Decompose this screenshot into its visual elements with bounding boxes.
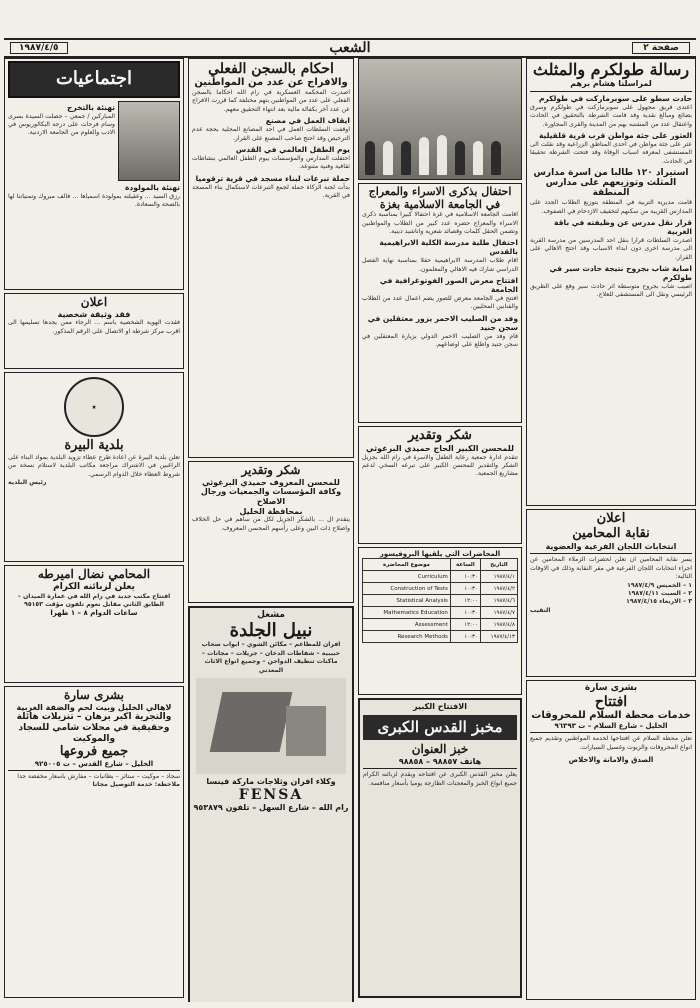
workshop-ad (188, 606, 354, 1002)
lost-id-notice (4, 293, 184, 369)
photo-figure (383, 141, 393, 175)
article-byline: لمراسلنا هشام برهم (570, 79, 652, 89)
subheading: ايقاف العمل في مصنع (265, 116, 350, 126)
table-cell: Construction of Tests (363, 583, 451, 595)
carpet-shop-ad (4, 686, 184, 998)
article-body: اعتدى فريق مجهول على سوبرماركت في طولكرم وسرق بضائع ومبالغ نقدية وقد قامت الشرطة بالتحقيق في الحادث واعتقال عدد من المشتبه بهم من المدينة والقرى المجاورة. (530, 103, 692, 128)
ad-details: سجاد – موكيت – ستائر – بطانيات – مفارش باسعار مخفضة جدا (17, 773, 180, 781)
fuel-station-ad (526, 680, 696, 1000)
subheading: احتفال طلبة مدرسة الكلية الابراهيمية بالقدس (379, 238, 518, 257)
ad-location: الخليل – شارع القدس – ت ٩٢٥٠٠٥ (34, 759, 154, 768)
notice-issuer: بلدية البيرة (64, 438, 124, 453)
machine-shape (286, 706, 326, 756)
article-body: عثر على جثة مواطن في احدى المناطق الزراعية وقد نقلت الى المستشفى لمعرفة اسباب الوفاة وقد فتحت الشرطة تحقيقا في الحادث. (530, 141, 692, 165)
lawyers-union-notice (526, 509, 696, 677)
table-row (363, 583, 518, 595)
table-cell: Assessment (363, 619, 451, 631)
social-section (4, 58, 184, 290)
table-cell: ١٠:٣٠ (450, 571, 480, 583)
table-cell: Statistical Analysis (363, 595, 451, 607)
article-body: اصيب شاب بجروح متوسطة اثر حادث سير وقع على الطريق الرئيسي ونقل الى المستشفى للعلاج. (530, 282, 692, 299)
table-cell: ١٠:٣٠ (450, 583, 480, 595)
article-body: اصدرت السلطات قرارا بنقل احد المدرسين من مدرسة القرية الى مدرسة اخرى دون ابداء الاسباب وقد احتج الاهالي على القرار. (530, 236, 692, 261)
notice-subtitle: انتخابات اللجان الفرعية والعضوية (545, 541, 677, 551)
article-body: احتفلت المدارس والمؤسسات بيوم الطفل العالمي بنشاطات ثقافية وفنية متنوعة. (192, 154, 350, 171)
schedule-table (362, 558, 518, 643)
notice-body: فقدت الهوية الشخصية باسم ... الرجاء ممن يجدها تسليمها الى اقرب مركز شرطة او الاتصال على الرقم المذكور. (8, 319, 180, 335)
photo-figure (455, 141, 465, 175)
thanks-body: تتقدم ادارة جمعية رعاية الطفل والاسرة في رام الله بجزيل الشكر والتقدير للمحسن الكبير على تبرعه السخي لدعم مشاريع الجمعية. (362, 453, 518, 478)
lecture-schedule (358, 547, 522, 695)
subheading: تهنئة بالمولودة (124, 182, 180, 192)
thanks-subtitle: للمحسن الكبير الحاج حميدي البرغوثي (366, 443, 514, 453)
ad-subtitle: يعلن لزبائنه الكرام (53, 581, 135, 592)
mediation-thanks (188, 461, 354, 603)
ad-phone: هاتف ٩٨٨٥٧ – ٩٨٨٥٨ (398, 756, 482, 766)
ceremony-photo (358, 58, 522, 180)
article-body: رزق السيد ... وعقيلته بمولودة اسمياها ... فالف مبروك وتمنياتنا لها بالصحة والسعادة. (8, 192, 180, 209)
notice-body: يسر نقابة المحامين ان تعلن لحضرات الزملاء المحامين عن اجراء انتخابات اللجان الفرعية في مقر النقابة وذلك في الاوقات التالية: (530, 556, 692, 581)
ad-body: افران للمطاعم – مكائن الشوي – ابواب سحاب حبيبية – شفاطات الدخان – جريلات – مجانات – ماكنات تنظيف الدواجن – وجميع انواع الاثاث المعدني (201, 641, 341, 674)
table-cell: ١٠:٣٠ (450, 607, 480, 619)
ad-kicker: الافتتاح الكبير (413, 702, 467, 711)
table-row (363, 607, 518, 619)
subheading: استيراد ١٢٠ طالبا من اسرة مدارس المثلث وتوزيعهم على مدارس المنطقة (533, 168, 689, 199)
ad-kicker: بشرى سارة (63, 688, 125, 702)
machinery-image (196, 678, 346, 774)
ad-location: رام الله – شارع السهل – تلفون ٩٥٣٨٧٩ (193, 802, 349, 812)
subheading: العثور على جثة مواطن قرب قرية قلقيلية (538, 131, 692, 141)
article-body: اصدرت المحكمة العسكرية في رام الله احكاما بالسجن الفعلي على عدد من المواطنين بتهم مختلفة كما قررت الافراج عن عدد آخر بكفالة مالية بعد انتهاء التحقيق معهم. (192, 89, 350, 113)
article-body: قامت مديرية التربية في المنطقة بتوزيع الطلاب الجدد على المدارس القريبة من سكنهم لتخفيف الازدحام في الصفوف. (530, 199, 692, 215)
gaza-articles (358, 183, 522, 423)
ad-location: الخليل – شارع السلام – ت ٩٦٣٩٣ (554, 721, 668, 730)
subheading: يوم الطفل العالمي في القدس (235, 144, 350, 154)
ad-title: افتتاح (594, 693, 628, 710)
table-cell: ١٩٨٧/٤/١ (480, 571, 517, 583)
ad-footer: ملاحظة: خدمة التوصيل مجانا (92, 781, 180, 789)
article-subtitle: والافراج عن عدد من المواطنين (194, 77, 348, 89)
table-cell: ١٩٨٧/٤/٧ (480, 607, 517, 619)
notice-date: ١ – الخميس ١٩٨٧/٤/٩ (627, 581, 692, 589)
subheading: قرار نقل مدرس عن وظيفته في باقة الغربية (554, 217, 692, 236)
notice-title: اعلان (596, 511, 626, 526)
divider (530, 553, 692, 554)
photo-figure (365, 141, 375, 175)
thanks-body: يتقدم ال ... بالشكر الجزيل لكل من ساهم في حل الخلاف واصلاح ذات البين وعلى رأسهم المحسن المعروف. (192, 516, 350, 532)
article-body: اقام طلاب المدرسة الابراهيمية حفلا بمناسبة نهاية الفصل الدراسي شارك فيه الاهالي والمعلمون. (362, 257, 518, 273)
table-cell: ١٩٨٧/٤/٢ (480, 583, 517, 595)
municipality-notice (4, 372, 184, 562)
thanks-subtitle: للمحسن المعروف حميدي البرغوثي وكافة المؤسسات والجمعيات ورجال الاصلاح (200, 477, 342, 506)
thanks-notice (358, 426, 522, 544)
table-cell: Mathematics Education (363, 607, 451, 619)
table-cell: ١٩٨٧/٤/٦ (480, 595, 517, 607)
table-cell: ١٢:٠٠ (450, 595, 480, 607)
ad-body: يعلن مخبز القدس الكبرى عن افتتاحه ويقدم لزبائنه الكرام جميع انواع الخبز والمعجنات الطازجة يوميا بأسعار منافسة. (363, 771, 517, 787)
article-body: اقامت الجامعة الاسلامية في غزة احتفالا كبيرا بمناسبة ذكرى الاسراء والمعراج حضره عدد كبير من الطلاب والمواطنين وتضمن الحفل كلمات وقصائد شعرية واناشيد دينية. (362, 211, 518, 235)
lawyer-office-ad (4, 565, 184, 683)
ad-body: والتجرية اكبر برهان – تنزيلات هائلة وحقيقية في محلات شامي للسجاد والموكيت (16, 712, 172, 744)
brand-logo: FENSA (238, 786, 304, 803)
subheading: حادث سطو على سوبرماركت في طولكرم (538, 93, 692, 103)
page-header (4, 38, 696, 58)
notice-subtitle: فقد وثيقة شخصية (57, 309, 131, 319)
article-title: احكام بالسجن الفعلي (208, 61, 334, 77)
article-body: قام وفد من الصليب الاحمر الدولي بزيارة المعتقلين في سجن جنيد واطلع على اوضاعهم. (362, 332, 518, 349)
divider (530, 732, 692, 733)
photo-figure (437, 135, 447, 175)
ad-body: تعلن محطة السلام عن افتتاحها لخدمة المواطنين وتقديم جميع انواع المحروقات والزيوت وغسيل السيارات. (530, 735, 692, 751)
bakery-ad (358, 698, 522, 998)
table-cell: ١٩٨٧/٤/٨ (480, 619, 517, 631)
photo-figure (491, 141, 501, 175)
table-cell: ١٢:٠٠ (450, 619, 480, 631)
column-courts (188, 58, 354, 1002)
photo-figure (401, 141, 411, 175)
table-row (363, 631, 518, 643)
notice-issuer: نقابة المحامين (572, 525, 650, 541)
thanks-title: شكر وتقدير (408, 428, 472, 443)
column-social (4, 58, 184, 1002)
notice-date: ٣ – الاربعاء ١٩٨٧/٤/١٥ (626, 598, 692, 606)
ad-name: نبيل الجلدة (229, 619, 313, 641)
ad-subtitle: خبز العنوان (411, 741, 469, 756)
table-cell: ١٠:٣٠ (450, 631, 480, 643)
photo-figure (419, 137, 429, 175)
photo-figure (473, 141, 483, 175)
ad-name: خدمات محطة السلام للمحروقات (531, 709, 691, 721)
machine-shape (210, 692, 293, 752)
table-header: موضوع المحاضرة (363, 559, 451, 571)
table-cell: Research Methods (363, 631, 451, 643)
section-title: اجتماعيات (8, 61, 180, 98)
court-rulings (188, 58, 354, 458)
ad-kicker: مشغل (257, 610, 285, 620)
column-tulkarm (526, 58, 696, 1002)
thanks-title: شكر وتقدير (241, 463, 301, 477)
article-title: رسالة طولكرم والمثلث (532, 60, 690, 79)
table-row (363, 595, 518, 607)
table-header: الساعة (450, 559, 480, 571)
notice-date: ٢ – السبت ١٩٨٧/٤/١١ (627, 589, 692, 597)
issue-date: ١٩٨٧/٤/٥ (10, 42, 68, 54)
subheading: حملة تبرعات لبناء مسجد في قرية ترقوميا (195, 173, 350, 183)
subheading: افتتاح معرض الصور الفوتوغرافية في الجامعة (379, 276, 518, 295)
schedule-title: المحاضرات التي يلقيها البروفيسور (379, 550, 501, 558)
ad-name: المحامي نضال اميرطه (37, 567, 151, 581)
page-number: صفحة ٢ (632, 42, 690, 54)
article-body: افتتح في الجامعة معرض للصور يضم اعمال عدد من الطلاب والفنانين المحليين. (362, 295, 518, 311)
ad-agent: وكلاء افران وثلاجات ماركة فينسا (206, 776, 336, 786)
ad-body: افتتاح مكتب جديد في رام الله في عمارة الميدان – الطابق الثاني مقابل نعوم تلفون مؤقت ٩٥١٥٣ (17, 592, 171, 608)
tulkarm-report (526, 58, 696, 506)
newspaper-masthead: الشعب (329, 40, 371, 56)
notice-body: تعلن بلدية البيرة عن اعادة طرح عطاء تزويد البلدية بمواد البناء على الراغبين في الاشتراك مراجعة مكاتب البلدية لاستلام نسخة من شروط العطاء خلال الدوام الرسمي. (8, 453, 180, 478)
notice-title: اعلان (80, 295, 108, 309)
divider (530, 91, 692, 92)
table-cell: Curriculum (363, 571, 451, 583)
subheading: اصابة شاب بجروح نتيجة حادث سير في طولكرم (549, 263, 692, 282)
ad-kicker: بشرى سارة (584, 683, 638, 693)
ad-name: جميع فروعها (59, 743, 129, 759)
ad-subtitle: لاهالي الخليل وبيت لحم والضفة الغربية (16, 702, 172, 712)
column-gaza (358, 58, 522, 1002)
article-title: احتفال بذكرى الاسراء والمعراج في الجامعة الاسلامية بغزة (368, 185, 512, 211)
divider (8, 770, 180, 771)
table-cell: ١٩٨٧/٤/١٣ (480, 631, 517, 643)
article-body: اوقفت السلطات العمل في احد المصانع المحلية بحجة عدم الترخيص وقد احتج صاحب المصنع على القرار. (192, 126, 350, 142)
notice-signature: النقيب (530, 606, 551, 614)
subheading: وفد من الصليب الاحمر يزور معتقلين في سجن جنيد (367, 313, 518, 332)
thanks-location: بمحافظة الخليل (239, 506, 303, 516)
ad-hours: ساعات الدوام ٨ – ١ ظهرا (50, 609, 138, 618)
ad-name: مخبز القدس الكبرى (363, 715, 517, 740)
article-body: المباركين / جمعي – حصلت السيدة بسرى وسام فرحات على درجة البكالوريوس في الادب والعلوم من الجامعة الاردنية. (8, 112, 115, 137)
municipality-seal: ★ (64, 377, 124, 437)
table-header-row (363, 559, 518, 571)
table-row (363, 571, 518, 583)
notice-signature: رئيس البلدية (8, 479, 47, 487)
ad-footer: الصدق والامانة والاخلاص (568, 756, 654, 764)
portrait-photo (118, 101, 180, 181)
subheading: تهنئة بالتخرج (66, 102, 115, 112)
divider (363, 768, 517, 769)
table-row (363, 619, 518, 631)
table-header: التاريخ (480, 559, 517, 571)
article-body: بدأت لجنة الزكاة حملة لجمع التبرعات لاستكمال بناء المسجد في القرية. (192, 183, 350, 199)
